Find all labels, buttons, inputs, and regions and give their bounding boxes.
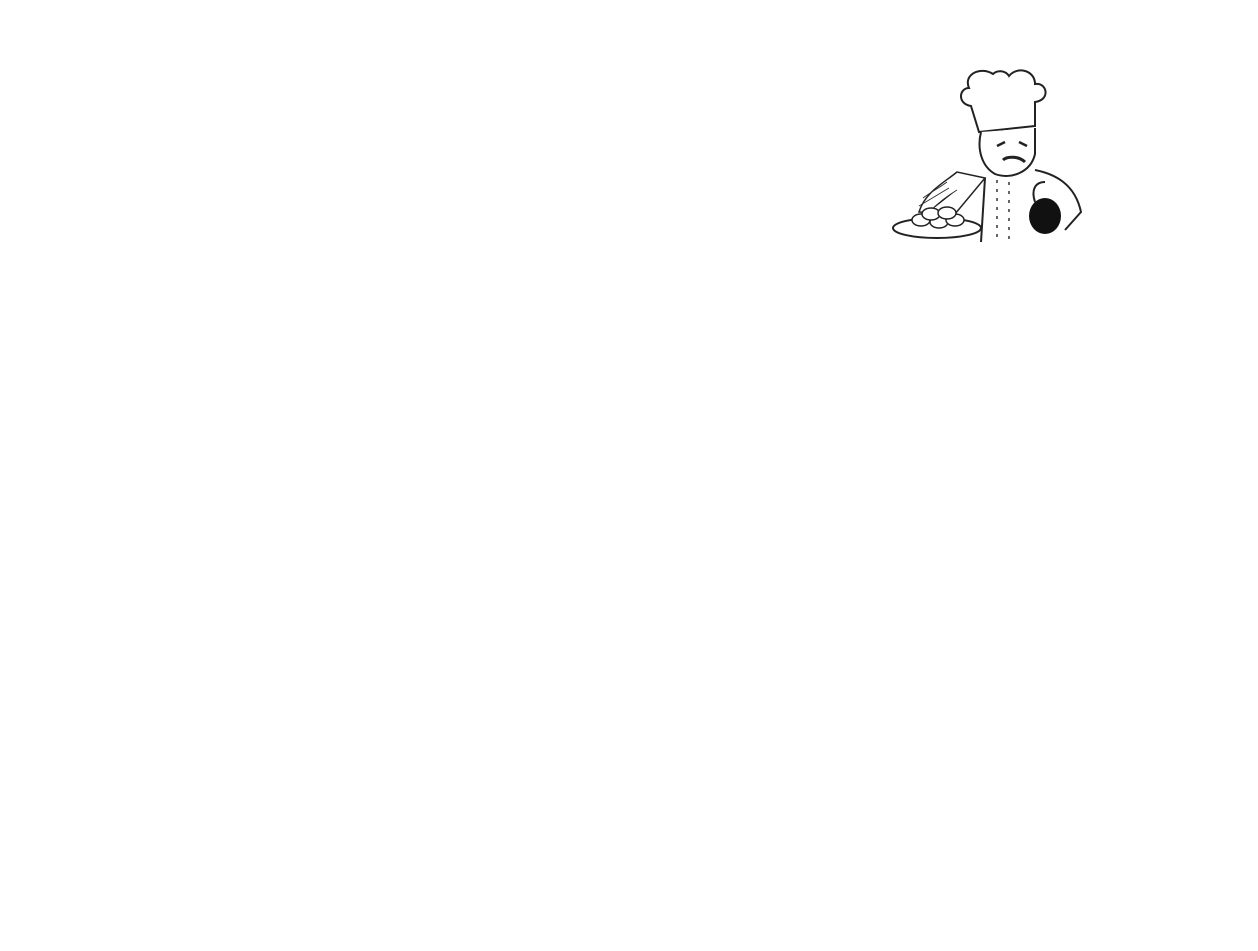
- leaf-border-right: [1198, 58, 1258, 890]
- chef-illustration-icon: [885, 62, 1095, 257]
- leaf-border-bottom: [0, 890, 1258, 951]
- qr-code-icon: [506, 132, 576, 200]
- leaf-border-top: [0, 0, 1258, 58]
- leaf-border-left: [0, 58, 62, 890]
